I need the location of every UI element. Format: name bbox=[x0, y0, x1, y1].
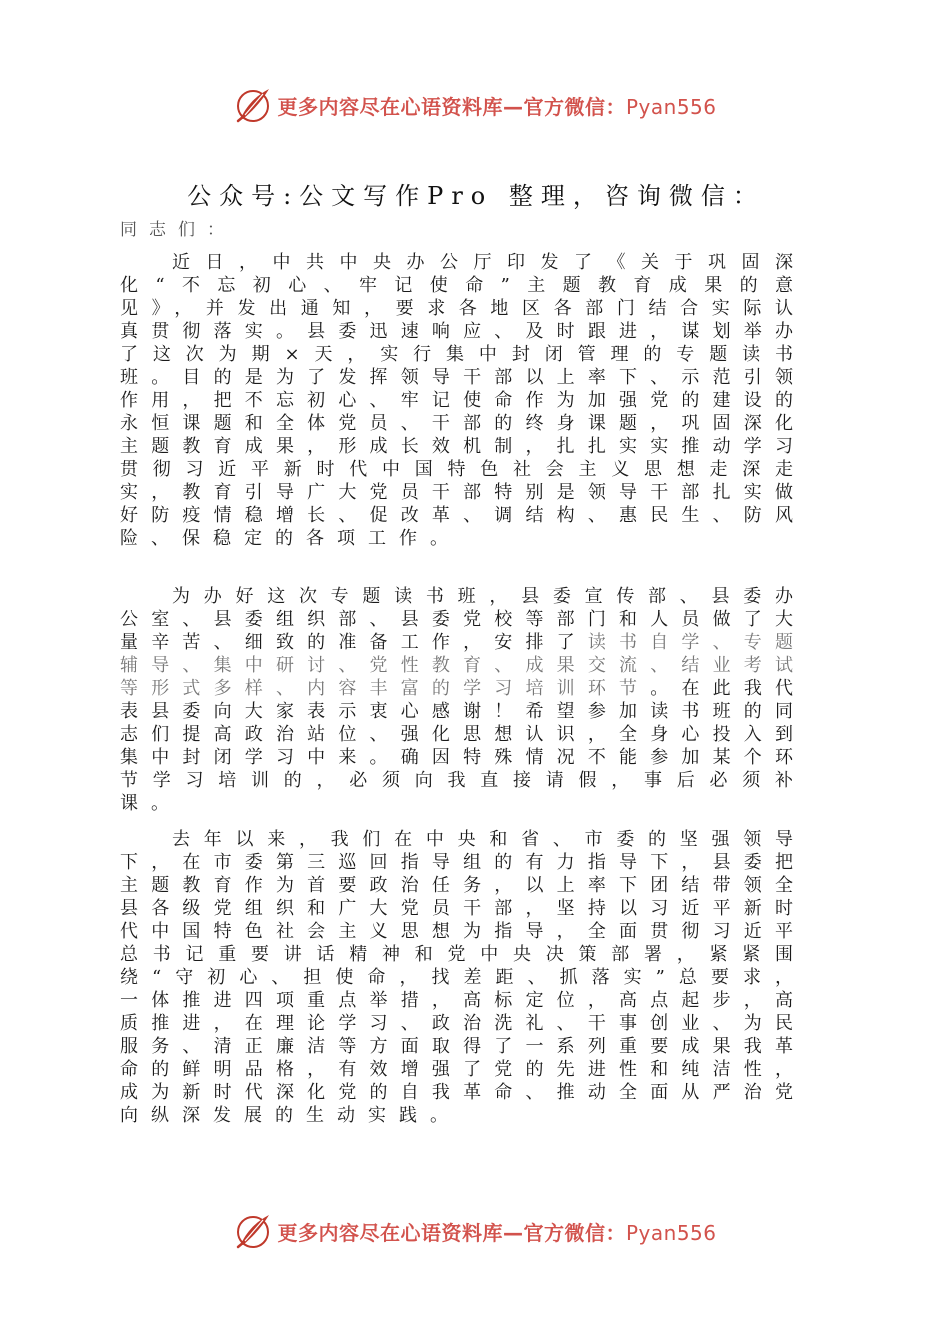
watermark-text: 更多内容尽在心语资料库—官方微信：Pyan556 bbox=[277, 94, 717, 119]
paragraph-3: 去年以来，我们在中央和省、市委的坚强领导下，在市委第三巡回指导组的有力指导下，县委把主题教育作为首要政治任务，以上率下团结带领全县各级党组织和广大党员干部，坚持以习近平新时代中国特色社会主义思想为指导，全面贯彻习近平总书记重要讲话精神和党中央决策部署，紧紧围绕“守初心、担使命，找差距、抓落实”总要求，一体推进四项重点举措，高标定位，高点起步，高质推进，在理论学习、政治洗礼、干事创业、为民服务、清正廉洁等方面取得了一系列重要成果我革命的鲜明品格，有效增强了党的先进性和纯洁性，成为新时代深化党的自我革命、推动全面从严治党向纵深发展的生动实践。 bbox=[120, 829, 806, 1126]
watermark-banner-bottom bbox=[0, 1209, 950, 1253]
document-title: 公众号:公文写作Pro 整理，咨询微信： bbox=[187, 182, 765, 210]
paragraph-2-part-a: 为办好这次专题读书班，县委宣传部、县委办公室、县委组织部、县委党校等部门和人员做了大量辛苦、细致的准备工作，安排了 bbox=[120, 586, 806, 653]
quill-logo-icon bbox=[233, 85, 273, 125]
watermark-banner-top bbox=[0, 83, 950, 127]
quill-logo-icon bbox=[233, 1211, 273, 1251]
watermark-text: 更多内容尽在心语资料库—官方微信：Pyan556 bbox=[277, 1220, 717, 1245]
paragraph-1: 近日，中共中央办公厅印发了《关于巩固深化“不忘初心、牢记使命”主题教育成果的意见》，并发出通知，要求各地区各部门结合实际认真贯彻落实。县委迅速响应、及时跟进，谋划举办了这次为期×天，实行集中封闭管理的专题读书班。目的是为了发挥领导干部以上率下、示范引领作用，把不忘初心、牢记使命作为加强党的建设的永恒课题和全体党员、干部的终身课题，巩固深化主题教育成果，形成长效机制，扎扎实实推动学习贯彻习近平新时代中国特色社会主义思想走深走实，教育引导广大党员干部特别是领导干部扎实做好防疫情稳增长、促改革、调结构、惠民生、防风险、保稳定的各项工作。 bbox=[120, 252, 806, 549]
paragraph-2-part-c: 。在此我代表县委向大家表示衷心感谢！希望参加读书班的同志们提高政治站位、强化思想认识，全身心投入到集中封闭学习中来。确因特殊情况不能参加某个环节学习培训的，必须向我直接请假，事后必须补课。 bbox=[120, 678, 807, 814]
paragraph-2-part-b: 读书自学、专题辅导、集中研讨、党性教育、成果交流、结业考试等形式多样、内容丰富的学习培训环节 bbox=[120, 632, 807, 699]
paragraph-2 bbox=[120, 585, 806, 815]
wechat-id: Pyan556 bbox=[625, 94, 717, 119]
wechat-id: Pyan556 bbox=[625, 1220, 717, 1245]
salutation: 同志们： bbox=[120, 220, 236, 240]
